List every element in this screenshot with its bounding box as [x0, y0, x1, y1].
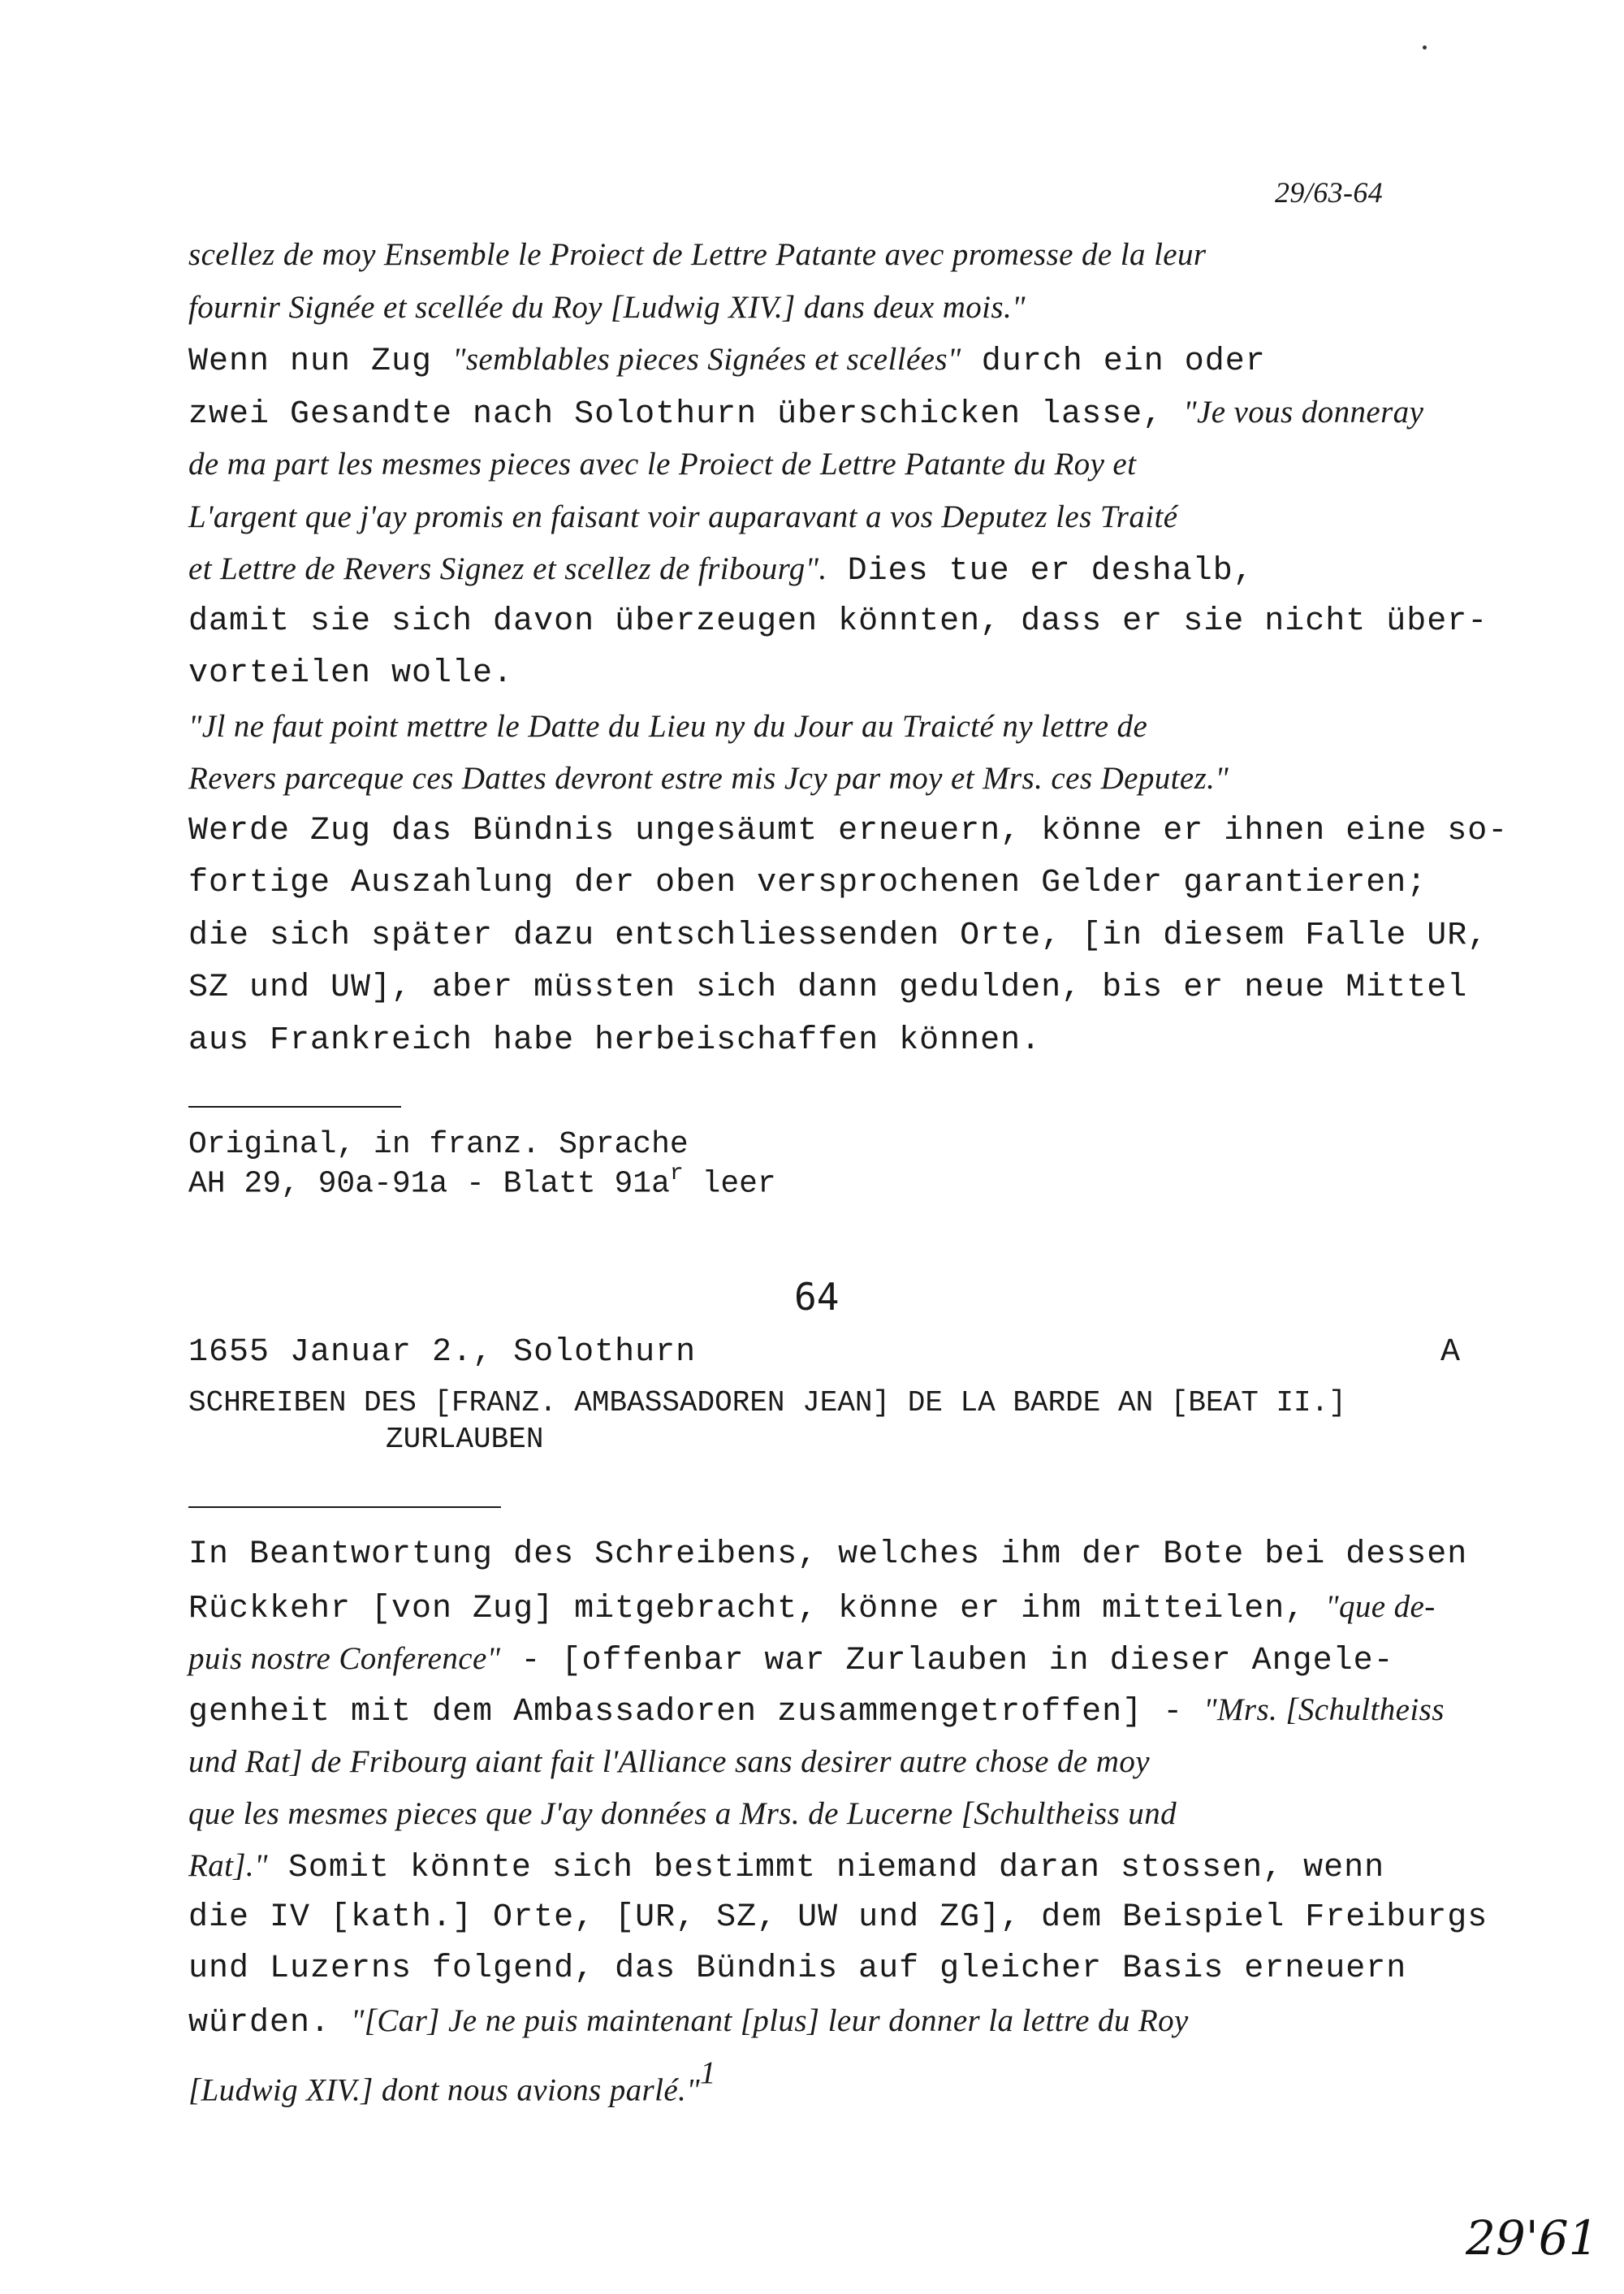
doc63-line: [188, 239, 1207, 270]
doc64-line: [188, 1746, 1150, 1778]
german-summary-text: und Luzerns folgend, das Bündnis auf gleicher Basis erneuern: [188, 1951, 1407, 1987]
quoted-french-text: "que de-: [1325, 1589, 1436, 1624]
doc64-line: [188, 1899, 1488, 1936]
german-summary-text: die IV [kath.] Orte, [UR, SZ, UW und ZG], dem Beispiel Freiburgs: [188, 1899, 1488, 1936]
german-summary-text: würden.: [188, 2005, 352, 2041]
document-category: A: [1440, 1334, 1462, 1371]
quoted-french-text: fournir Signée et scellée du Roy [Ludwig XIV.] dans deux mois.": [188, 290, 1026, 325]
doc63-line: [188, 867, 1427, 900]
doc64-line: [188, 2057, 716, 2106]
doc63-line: [188, 292, 1026, 323]
quoted-french-text: "semblables pieces Signées et scellées": [452, 342, 961, 377]
german-summary-text: Werde Zug das Bündnis ungesäumt erneuern, könne er ihnen eine so-: [188, 813, 1509, 849]
german-summary-text: - [offenbar war Zurlauben in dieser Angele-: [500, 1643, 1394, 1679]
source-note-rule: [188, 1106, 401, 1108]
document-number: 64: [794, 1275, 840, 1319]
quoted-french-text: "[Car] Je ne puis maintenant [plus] leur donner la lettre du Roy: [351, 2003, 1189, 2038]
quoted-french-text: puis nostre Conference": [188, 1641, 501, 1676]
german-summary-text: genheit mit dem Ambassadoren zusammengetroffen] -: [188, 1694, 1204, 1730]
german-summary-text: Somit könnte sich bestimmt niemand daran stossen, wenn: [267, 1850, 1385, 1886]
source-note-recto-mark: r: [669, 1161, 684, 1186]
margin-dot: [1423, 45, 1427, 50]
doc63-line: [188, 972, 1467, 1004]
german-summary-text: vorteilen wolle.: [188, 655, 514, 692]
doc63-line: [188, 343, 1266, 378]
doc64-line: [188, 1798, 1177, 1830]
source-note-archive-ref: AH 29, 90a-91a - Blatt 91a: [188, 1166, 670, 1202]
quoted-french-text: Rat].": [188, 1848, 268, 1883]
quoted-french-text: que les mesmes pieces que J'ay données a Mrs. de Lucerne [Schultheiss und: [188, 1796, 1177, 1831]
source-note-line-1: Original, in franz. Sprache: [188, 1127, 689, 1162]
doc63-line: [188, 815, 1508, 848]
german-summary-text: In Beantwortung des Schreibens, welches ihm der Bote bei dessen: [188, 1536, 1468, 1573]
quoted-french-text: Revers parceque ces Dattes devront estre mis Jcy par moy et Mrs. ces Deputez.": [188, 761, 1229, 796]
doc63-line: [188, 711, 1147, 742]
page-reference: 29/63-64: [1275, 176, 1384, 209]
doc63-line: [188, 553, 1254, 588]
german-summary-text: SZ und UW], aber müssten sich dann gedulden, bis er neue Mittel: [188, 970, 1468, 1006]
doc63-line: [188, 763, 1229, 794]
document-title-line-1: SCHREIBEN DES [FRANZ. AMBASSADOREN JEAN] DE LA BARDE AN [BEAT II.]: [188, 1386, 1346, 1419]
german-summary-text: die sich später dazu entschliessenden Orte, [in diesem Falle UR,: [188, 918, 1488, 954]
quoted-french-text: "Je vous donneray: [1183, 395, 1424, 430]
quoted-french-text: [Ludwig XIV.] dont nous avions parlé.": [188, 2072, 700, 2108]
source-note-empty-label: leer: [683, 1166, 776, 1202]
doc64-line: [188, 1536, 1468, 1573]
doc63-line: [188, 920, 1488, 953]
doc64-line: [188, 1850, 1384, 1885]
source-note-line-2: [188, 1161, 776, 1201]
german-summary-text: fortige Auszahlung der oben versprochenen Gelder garantieren;: [188, 865, 1427, 901]
doc64-line: [188, 1591, 1436, 1626]
doc63-line: [188, 603, 1488, 640]
german-summary-text: Dies tue er deshalb,: [827, 553, 1254, 590]
doc64-line: [188, 1953, 1406, 1985]
doc64-line: [188, 1694, 1445, 1729]
quoted-french-text: und Rat] de Fribourg aiant fait l'Alliance sans desirer autre chose de moy: [188, 1744, 1150, 1779]
doc63-line: [188, 1022, 1042, 1059]
german-summary-text: damit sie sich davon überzeugen könnten, dass er sie nicht über-: [188, 603, 1488, 640]
quoted-french-text: scellez de moy Ensemble le Proiect de Lettre Patante avec promesse de la leur: [188, 237, 1207, 272]
doc63-line: [188, 501, 1177, 533]
footnote-marker: 1: [699, 2055, 716, 2090]
document-date-place: 1655 Januar 2., Solothurn: [188, 1334, 697, 1371]
quoted-french-text: "Jl ne faut point mettre le Datte du Lieu ny du Jour au Traicté ny lettre de: [188, 709, 1148, 744]
quoted-french-text: de ma part les mesmes pieces avec le Proiect de Lettre Patante du Roy et: [188, 447, 1137, 482]
german-summary-text: durch ein oder: [961, 343, 1266, 380]
title-rule: [188, 1506, 501, 1508]
doc64-line: [188, 1643, 1394, 1678]
quoted-french-text: "Mrs. [Schultheiss: [1203, 1692, 1445, 1727]
doc63-line: [188, 655, 514, 692]
doc63-line: [188, 396, 1423, 431]
doc64-line: [188, 2005, 1189, 2040]
handwritten-page-number: 29'61: [1466, 2210, 1599, 2266]
document-title-line-2: ZURLAUBEN: [386, 1423, 544, 1456]
quoted-french-text: L'argent que j'ay promis en faisant voir auparavant a vos Deputez les Traité: [188, 499, 1178, 534]
doc63-line: [188, 448, 1136, 480]
german-summary-text: Wenn nun Zug: [188, 343, 453, 380]
german-summary-text: aus Frankreich habe herbeischaffen können.: [188, 1022, 1042, 1059]
german-summary-text: zwei Gesandte nach Solothurn überschicken lasse,: [188, 396, 1184, 433]
quoted-french-text: et Lettre de Revers Signez et scellez de fribourg".: [188, 551, 827, 586]
german-summary-text: Rückkehr [von Zug] mitgebracht, könne er ihm mitteilen,: [188, 1591, 1326, 1627]
